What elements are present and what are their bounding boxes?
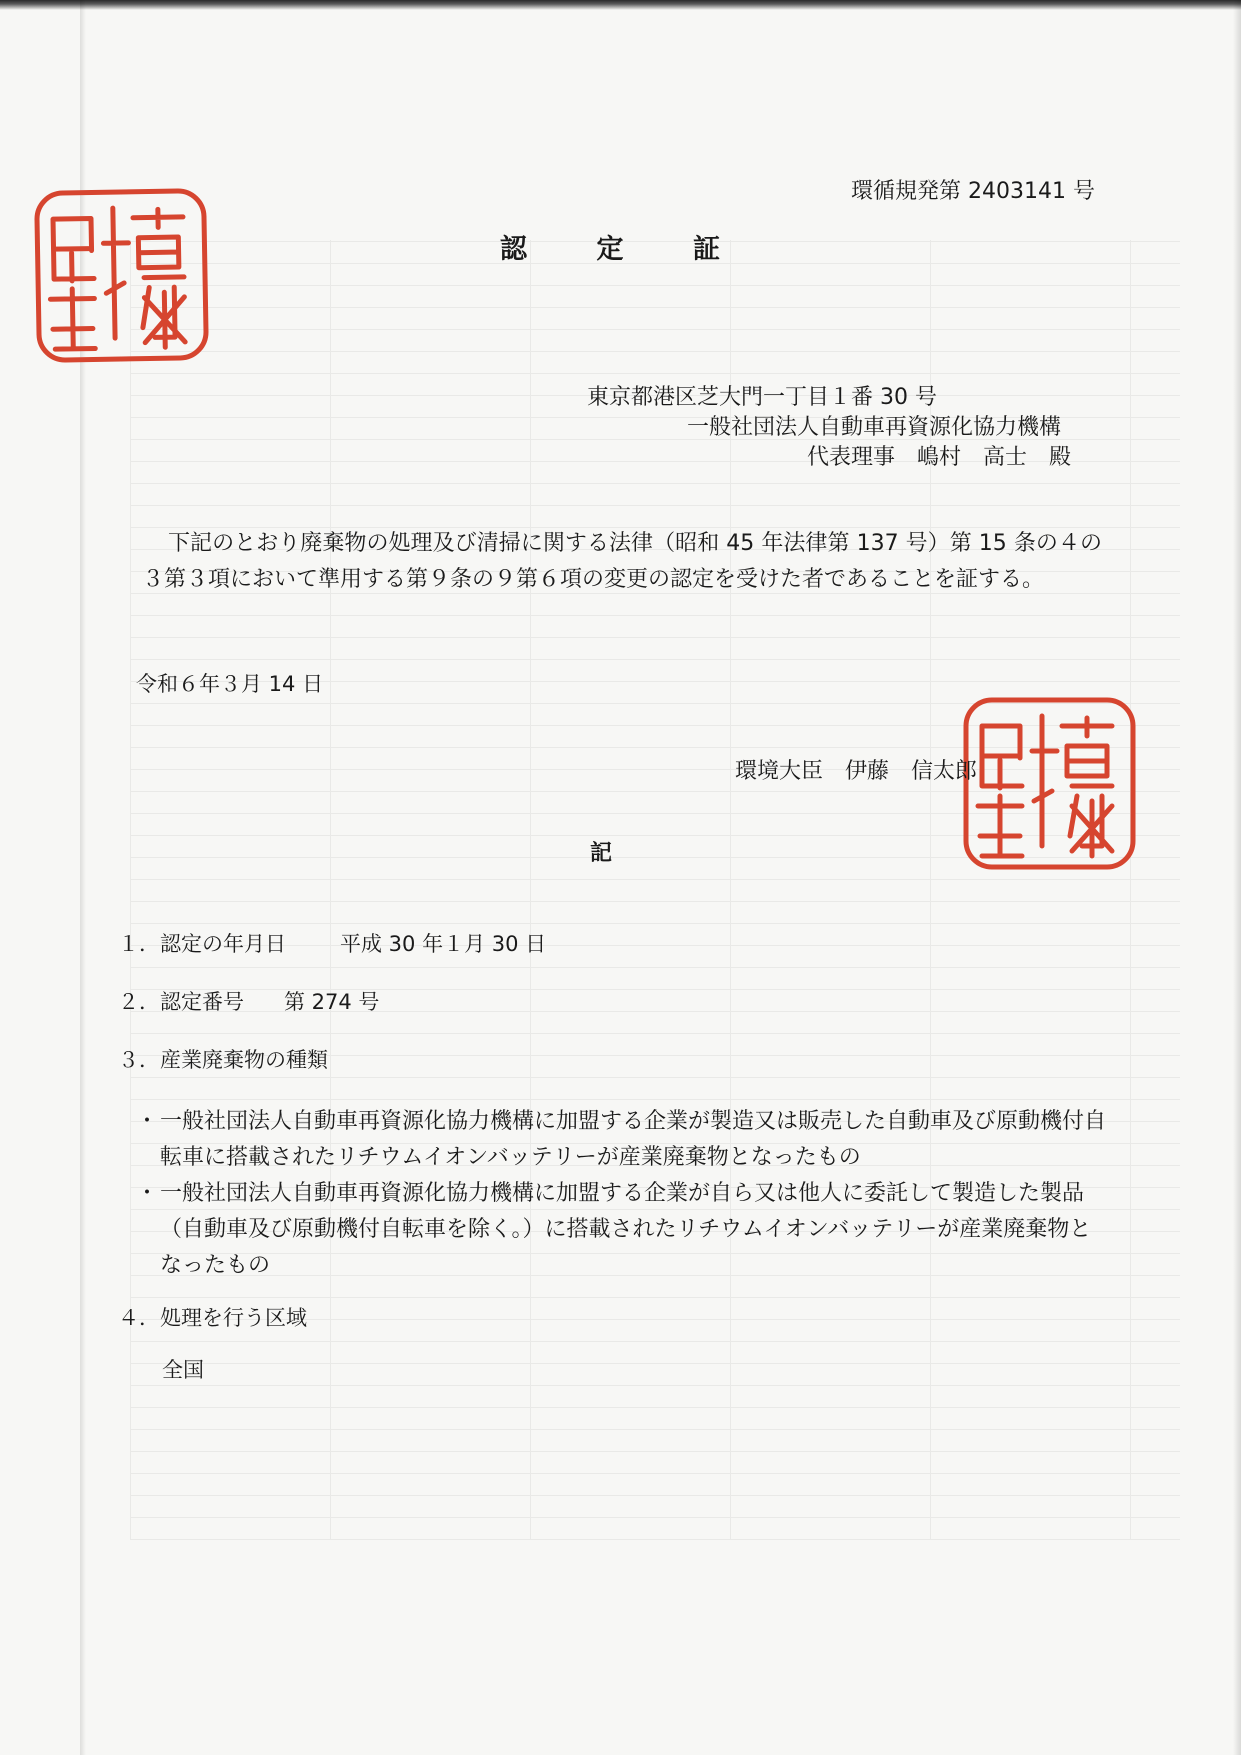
recipient-representative: 代表理事 嶋村 高士 殿 xyxy=(806,445,1071,470)
title-char: 認 xyxy=(500,234,527,265)
list-item: ・ 一般社団法人自動車再資源化協力機構に加盟する企業が自ら又は他人に委託して製造した製品（自動車及び原動機付自転車を除く。）に搭載されたリチウムイオンバッテリーが産業廃棄物となったもの xyxy=(136,1176,1106,1284)
item-waste-type-label: ３．産業廃棄物の種類 xyxy=(118,1048,328,1072)
document-title xyxy=(500,236,720,264)
item-area-label: ４．処理を行う区域 xyxy=(118,1306,307,1330)
item-certification-number-label: ２．認定番号 xyxy=(118,990,244,1014)
official-seal-stamp xyxy=(962,696,1137,871)
scan-right-shadow xyxy=(1233,0,1241,1755)
official-seal-stamp xyxy=(34,188,209,363)
issue-date: 令和６年３月 14 日 xyxy=(136,672,324,696)
item-certification-date-label: １．認定の年月日 xyxy=(118,932,286,956)
ki-heading: 記 xyxy=(590,841,613,866)
waste-type-list xyxy=(136,1104,1106,1284)
item-certification-date-value: 平成 30 年１月 30 日 xyxy=(340,932,547,956)
recipient-organization: 一般社団法人自動車再資源化協力機構 xyxy=(686,415,1061,440)
title-char: 定 xyxy=(596,234,624,265)
scan-top-edge xyxy=(0,0,1241,10)
recipient-address: 東京都港区芝大門一丁目１番 30 号 xyxy=(587,385,937,410)
item-area-value: 全国 xyxy=(162,1358,204,1382)
list-item: ・ 一般社団法人自動車再資源化協力機構に加盟する企業が製造又は販売した自動車及び原動機付自転車に搭載されたリチウムイオンバッテリーが産業廃棄物となったもの xyxy=(136,1104,1106,1176)
item-certification-number-value: 第 274 号 xyxy=(284,990,380,1014)
certification-statement: 下記のとおり廃棄物の処理及び清掃に関する法律（昭和 45 年法律第 137 号）第 15 条の４の３第３項において準用する第９条の９第６項の変更の認定を受けた者であることを証する。 xyxy=(142,531,1102,592)
document-number: 環循規発第 2403141 号 xyxy=(851,179,1095,204)
issuer-name: 環境大臣 伊藤 信太郎 xyxy=(734,759,977,784)
title-char: 証 xyxy=(693,234,720,265)
